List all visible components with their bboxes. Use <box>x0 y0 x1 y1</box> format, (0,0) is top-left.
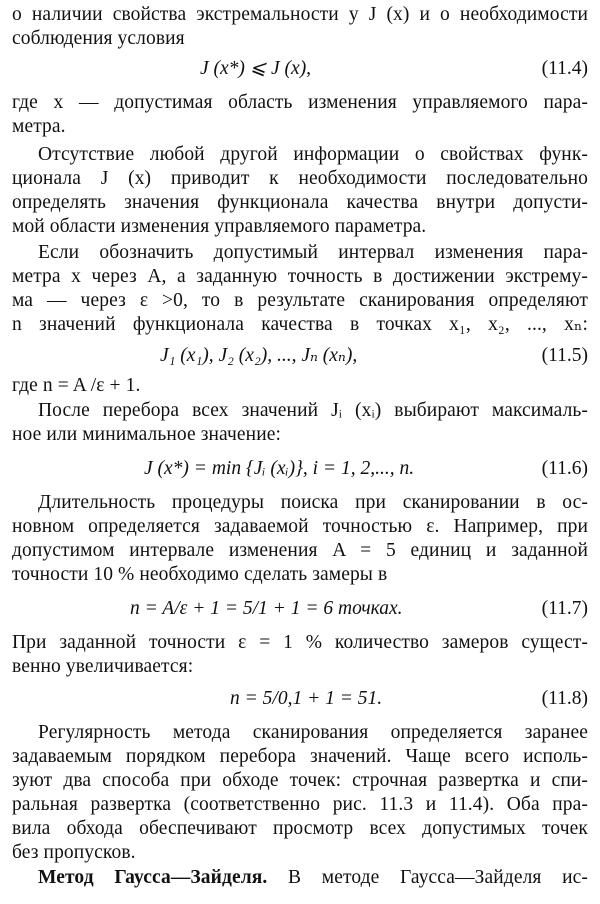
text-line: мой области изменения управляемого параметра. <box>12 216 427 237</box>
equation-number: (11.7) <box>541 598 588 619</box>
text-line: метра. <box>12 116 66 137</box>
formula-11-7 <box>12 594 588 624</box>
text-line: метра x через A, а заданную точность в достижении экстрему- <box>12 266 588 287</box>
text-line: Если обозначить допустимый интервал изменения пара- <box>38 242 588 263</box>
text-line: ральная развертка (соответственно рис. 11.3 и 11.4). Оба пра- <box>12 794 588 815</box>
formula-expression: J₁ (x₁), J₂ (x₂), ..., Jₙ (xₙ), <box>160 345 358 366</box>
text-line: После перебора всех значений Jᵢ (xᵢ) выбирают максималь- <box>38 400 588 421</box>
text-line: Отсутствие любой другой информации о свойствах функ- <box>38 144 588 165</box>
equation-number: (11.5) <box>541 345 588 366</box>
text-line: где x — допустимая область изменения управляемого пара- <box>12 92 588 113</box>
text-line: где n = A /ε + 1. <box>12 375 141 396</box>
formula-11-8 <box>12 684 588 714</box>
text-line: венно увеличивается: <box>12 656 194 677</box>
equation-number: (11.6) <box>541 458 588 479</box>
text-line: допустимом интервале изменения A = 5 единиц и заданной <box>12 540 588 561</box>
equation-number: (11.4) <box>541 58 588 79</box>
text-line: точности 10 % необходимо сделать замеры в <box>12 564 388 585</box>
text-line: n значений функционала качества в точках x₁, x₂, ..., xₙ: <box>12 314 588 335</box>
text-line: без пропусков. <box>12 842 136 863</box>
formula-11-5 <box>12 341 588 371</box>
text-line: задаваемым порядком перебора значений. Чаще всего исполь- <box>12 746 588 767</box>
section-start-line <box>38 866 588 890</box>
text-line: Длительность процедуры поиска при сканировании в ос- <box>38 492 588 513</box>
formula-expression: J (x*) ⩽ J (x), <box>200 58 312 79</box>
formula-11-6 <box>12 454 588 484</box>
text-line: ционала J (x) приводит к необходимости последовательно <box>12 168 588 189</box>
text-line: При заданной точности ε = 1 % количество замеров сущест- <box>12 632 588 653</box>
text-line: Регулярность метода сканирования определяется заранее <box>38 722 588 743</box>
formula-expression: J (x*) = min {Jᵢ (xᵢ)}, i = 1, 2,..., n. <box>144 458 415 479</box>
section-heading: Метод Гаусса—Зайделя. <box>38 867 268 888</box>
text-line: определять значения функционала качества внутри допусти- <box>12 192 588 213</box>
formula-expression: n = 5/0,1 + 1 = 51. <box>230 688 383 709</box>
text-line: соблюдения условия <box>12 28 185 49</box>
text-line: новном определяется задаваемой точностью ε. Например, при <box>12 516 588 537</box>
text-line: зуют два способа при обходе точек: строчная развертка и спи- <box>12 770 588 791</box>
text-line: вила обхода обеспечивают просмотр всех допустимых точек <box>12 818 588 839</box>
formula-11-4 <box>12 54 588 84</box>
text-line: о наличии свойства экстремальности у J (x) и о необходимости <box>12 4 588 25</box>
section-text: В методе Гаусса—Зайделя ис- <box>288 867 589 888</box>
text-line: ное или минимальное значение: <box>12 424 282 445</box>
equation-number: (11.8) <box>541 688 588 709</box>
text-line: ма — через ε >0, то в результате сканирования определяют <box>12 290 588 311</box>
formula-expression: n = A/ε + 1 = 5/1 + 1 = 6 точках. <box>130 598 403 619</box>
